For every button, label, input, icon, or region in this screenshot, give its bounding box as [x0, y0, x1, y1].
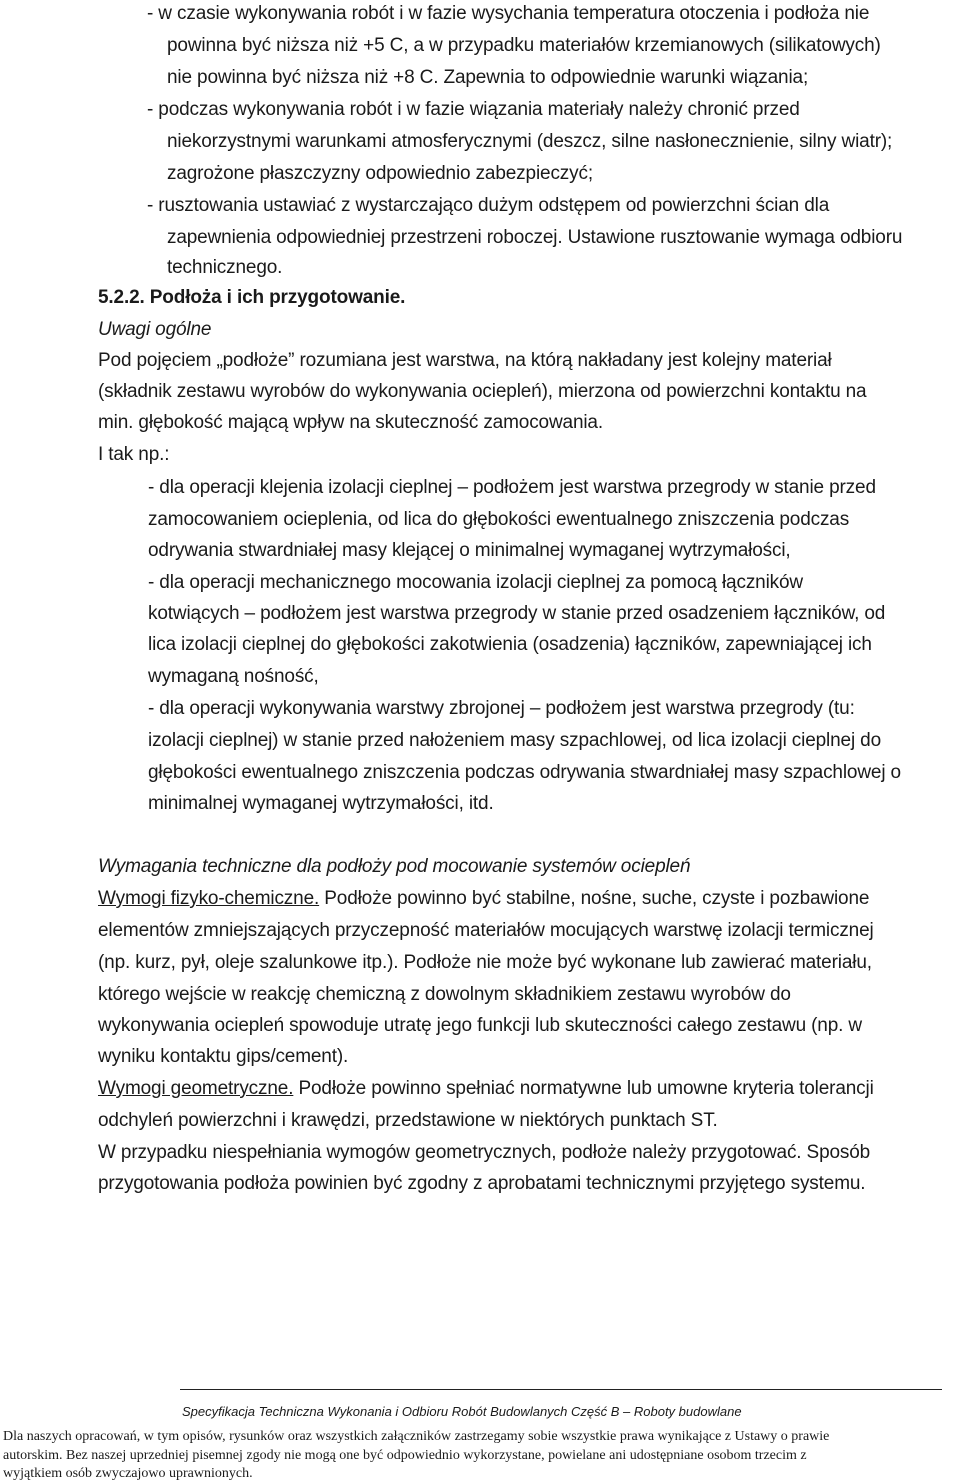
paragraph-line: przygotowania podłoża powinien być zgodny z aprobatami technicznymi przyjętego systemu. [98, 1173, 866, 1194]
footer-legal-line: autorskim. Bez naszej uprzedniej pisemnej zgody nie mogą one być odpowiednio wykorzystane, powielane ani udostępniane osobom trzecim z [3, 1448, 807, 1463]
paragraph-line: min. głębokość mającą wpływ na skuteczność zamocowania. [98, 412, 603, 433]
paragraph-line: wyniku kontaktu gips/cement). [98, 1046, 349, 1067]
example-line: minimalnej wymaganej wytrzymałości, itd. [148, 793, 494, 814]
geometric-label: Wymogi geometryczne. [98, 1078, 294, 1099]
example-line: lica izolacji cieplnej do głębokości zakotwienia (osadzenia) łączników, zapewniającej ich [148, 634, 872, 655]
footer-spec-title: Specyfikacja Techniczna Wykonania i Odbioru Robót Budowlanych Część B – Roboty budowlane [182, 1404, 742, 1419]
geometric-first-line [98, 1077, 874, 1101]
example-line: - dla operacji klejenia izolacji cieplnej – podłożem jest warstwa przegrody w stanie przed [148, 477, 876, 498]
bullet-line: technicznego. [167, 257, 283, 278]
bullet-line: - w czasie wykonywania robót i w fazie wysychania temperatura otoczenia i podłoża nie [147, 3, 870, 24]
physchem-first-line [98, 887, 869, 911]
paragraph-line: odchyleń powierzchni i krawędzi, przedstawione w niektórych punktach ST. [98, 1110, 718, 1131]
physchem-label: Wymogi fizyko-chemiczne. [98, 888, 320, 909]
geometric-text: Podłoże powinno spełniać normatywne lub umowne kryteria tolerancji [293, 1078, 874, 1099]
section-heading: 5.2.2. Podłoża i ich przygotowanie. [98, 287, 406, 308]
requirements-heading: Wymagania techniczne dla podłoży pod mocowanie systemów ociepleń [98, 856, 691, 877]
footer-legal-line: wyjątkiem osób zwyczajowo uprawnionych. [3, 1466, 253, 1481]
paragraph-line: W przypadku niespełniania wymogów geometrycznych, podłoże należy przygotować. Sposób [98, 1142, 871, 1163]
bullet-line: - podczas wykonywania robót i w fazie wiązania materiały należy chronić przed [147, 99, 800, 120]
example-line: wymaganą nośność, [148, 666, 319, 687]
paragraph-line: Pod pojęciem „podłoże” rozumiana jest warstwa, na którą nakładany jest kolejny materiał [98, 350, 832, 371]
physchem-text: Podłoże powinno być stabilne, nośne, suche, czyste i pozbawione [319, 888, 870, 909]
example-line: kotwiących – podłożem jest warstwa przegrody w stanie przed osadzeniem łączników, od [148, 603, 886, 624]
example-line: zamocowaniem ocieplenia, od lica do głębokości ewentualnego zniszczenia podczas [148, 509, 850, 530]
paragraph-line: I tak np.: [98, 444, 170, 465]
paragraph-line: elementów zmniejszających przyczepność materiałów mocujących warstwę izolacji termicznej [98, 920, 874, 941]
general-notes-heading: Uwagi ogólne [98, 319, 212, 340]
bullet-line: zagrożone płaszczyzny odpowiednio zabezpieczyć; [167, 163, 593, 184]
example-line: - dla operacji mechanicznego mocowania izolacji cieplnej za pomocą łączników [148, 572, 803, 593]
bullet-line: niekorzystnymi warunkami atmosferycznymi (deszcz, silne nasłonecznienie, silny wiatr); [167, 131, 893, 152]
bullet-line: zapewnienia odpowiedniej przestrzeni roboczej. Ustawione rusztowanie wymaga odbioru [167, 227, 903, 248]
paragraph-line: którego wejście w reakcję chemiczną z dowolnym składnikiem zestawu wyrobów do [98, 984, 791, 1005]
bullet-line: powinna być niższa niż +5 C, a w przypadku materiałów krzemianowych (silikatowych) [167, 35, 881, 56]
bullet-line: nie powinna być niższa niż +8 C. Zapewnia to odpowiednie warunki wiązania; [167, 67, 809, 88]
example-line: głębokości ewentualnego zniszczenia podczas odrywania stwardniałej masy szpachlowej o [148, 762, 901, 783]
footer-legal-line: Dla naszych opracowań, w tym opisów, rysunków oraz wszystkich załączników zastrzegamy sobie wszystkie prawa wynikające z Ustawy o prawie [3, 1429, 830, 1444]
example-line: - dla operacji wykonywania warstwy zbrojonej – podłożem jest warstwa przegrody (tu: [148, 698, 855, 719]
paragraph-line: (np. kurz, pył, oleje szalunkowe itp.). Podłoże nie może być wykonane lub zawierać materiału, [98, 952, 872, 973]
paragraph-line: wykonywania ociepleń spowoduje utratę jego funkcji lub skuteczności całego zestawu (np. w [98, 1015, 862, 1036]
bullet-line: - rusztowania ustawiać z wystarczająco dużym odstępem od powierzchni ścian dla [147, 195, 830, 216]
footer-divider [180, 1389, 942, 1390]
example-line: izolacji cieplnej) w stanie przed nałożeniem masy szpachlowej, od lica izolacji cieplnej do [148, 730, 881, 751]
paragraph-line: (składnik zestawu wyrobów do wykonywania ociepleń), mierzona od powierzchni kontaktu na [98, 381, 867, 402]
example-line: odrywania stwardniałej masy klejącej o minimalnej wymaganej wytrzymałości, [148, 540, 791, 561]
